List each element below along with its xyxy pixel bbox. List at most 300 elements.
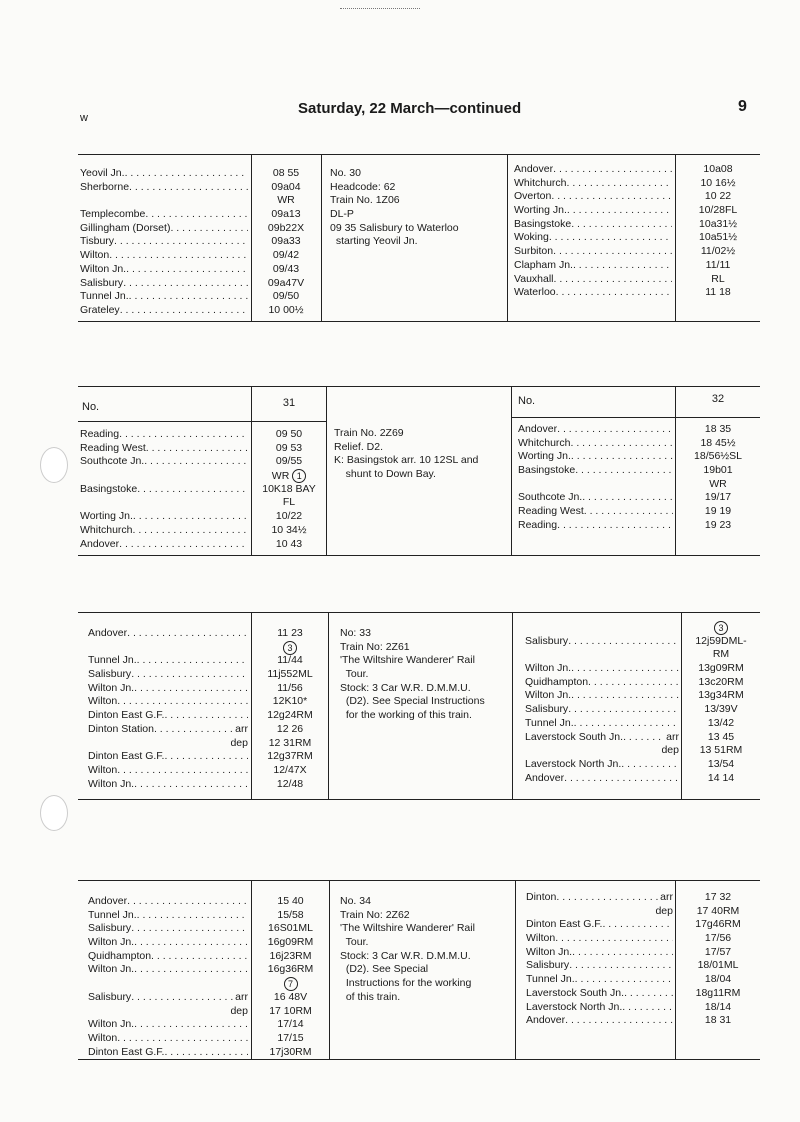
station-row — [88, 991, 248, 1005]
station-name: Southcote Jn. — [518, 491, 583, 504]
station-name: Woking — [514, 231, 549, 244]
time-value: 16j23RM — [269, 949, 312, 962]
station-name: Dinton — [526, 891, 557, 903]
station-row — [514, 259, 672, 273]
station-name: Dinton East G.F. — [88, 709, 165, 722]
time-cell — [252, 963, 329, 977]
note-line: DL-P — [330, 208, 354, 221]
note-line: Relief. D2. — [334, 440, 384, 453]
station-row — [514, 204, 672, 218]
leader-dots — [623, 731, 664, 745]
block-33-right-times — [682, 621, 760, 785]
time-cell — [252, 208, 320, 222]
block-30-right-stations — [514, 163, 672, 300]
station-name: Reading — [80, 428, 120, 440]
station-name: Laverstock South Jn. — [526, 986, 625, 999]
leader-dots — [134, 1018, 248, 1032]
leader-dots — [146, 442, 248, 456]
time-cell — [252, 737, 328, 751]
leader-dots — [572, 946, 673, 960]
time-cell — [676, 1014, 760, 1028]
time-cell — [252, 627, 328, 641]
station-row — [525, 662, 679, 676]
time-value: 12g37RM — [267, 750, 313, 763]
station-name: Wilton — [88, 763, 118, 776]
leader-dots — [575, 464, 673, 478]
station-row — [80, 208, 248, 222]
time-value: RL — [711, 272, 725, 285]
station-name: Salisbury — [525, 703, 569, 716]
station-row — [88, 895, 248, 909]
station-name: Salisbury — [526, 959, 570, 972]
station-row — [526, 987, 673, 1001]
arr-dep-label: dep — [230, 1004, 248, 1017]
leader-dots — [554, 273, 673, 287]
leader-dots — [164, 1046, 248, 1060]
station-row — [80, 428, 248, 442]
station-name: Whitchurch — [518, 436, 571, 449]
station-name: Wilton Jn. — [526, 945, 573, 958]
time-cell — [252, 442, 326, 456]
time-cell — [676, 973, 760, 987]
time-value: 11 23 — [277, 627, 303, 639]
time-value: 10 00½ — [268, 303, 304, 316]
station-row — [518, 423, 673, 437]
time-value: 12 26 — [276, 722, 304, 735]
station-row — [514, 245, 672, 259]
station-row — [88, 977, 248, 991]
circled-note-number: 3 — [714, 621, 728, 635]
time-value: 17g46RM — [695, 918, 741, 931]
station-row — [88, 695, 248, 709]
station-row — [526, 1001, 673, 1015]
time-value: 09/50 — [272, 290, 300, 303]
note-line: (D2). See Special — [340, 963, 429, 976]
time-cell — [252, 524, 326, 538]
time-value: 13/54 — [707, 757, 735, 770]
station-row — [525, 758, 679, 772]
time-value: 18 45½ — [700, 436, 736, 449]
time-cell — [682, 717, 760, 731]
note-line: 'The Wiltshire Wanderer' Rail — [340, 654, 475, 667]
time-cell — [682, 744, 760, 758]
leader-dots — [126, 263, 248, 277]
time-cell — [252, 668, 328, 682]
leader-dots — [119, 538, 248, 552]
block-30-left-stations — [80, 167, 248, 318]
block-30-notes — [330, 167, 505, 249]
station-name: Laverstock South Jn. — [525, 730, 624, 743]
time-value: 13 51RM — [699, 744, 743, 757]
header-rule — [511, 417, 760, 418]
station-row — [88, 709, 248, 723]
time-cell — [252, 764, 328, 778]
station-name: Wilton Jn. — [525, 662, 572, 675]
time-cell — [676, 464, 760, 478]
time-cell — [682, 758, 760, 772]
station-row — [514, 177, 672, 191]
block-31-times — [252, 428, 326, 551]
note-line: Headcode: 62 — [330, 180, 396, 193]
station-row — [80, 249, 248, 263]
station-row — [514, 163, 672, 177]
time-value: 09/55 — [275, 455, 303, 468]
time-value: 18/14 — [704, 1000, 732, 1013]
leader-dots — [571, 689, 679, 703]
time-cell — [676, 959, 760, 973]
station-name: Wilton Jn. — [525, 689, 572, 702]
time-cell — [676, 946, 760, 960]
time-cell — [252, 496, 326, 510]
leader-dots — [129, 181, 248, 195]
station-row — [518, 478, 673, 492]
arr-dep-label: dep — [661, 744, 679, 757]
leader-dots — [553, 245, 672, 259]
station-row — [518, 450, 673, 464]
station-row — [88, 1046, 248, 1060]
time-value: 09a33 — [271, 235, 301, 248]
time-value: 15/58 — [277, 908, 304, 921]
leader-dots — [127, 627, 248, 641]
time-value: 17/57 — [704, 945, 732, 958]
station-row — [525, 676, 679, 690]
station-row — [525, 703, 679, 717]
time-cell — [676, 987, 760, 1001]
header-rule — [78, 421, 326, 422]
station-row — [88, 778, 248, 792]
leader-dots — [571, 437, 673, 451]
station-row — [525, 772, 679, 786]
time-cell — [252, 682, 328, 696]
time-cell — [252, 428, 326, 442]
leader-dots — [571, 218, 672, 232]
station-name: Worting Jn. — [80, 510, 133, 523]
station-row — [526, 905, 673, 919]
station-name: Andover — [518, 423, 558, 435]
time-value: 12g24RM — [267, 709, 313, 722]
arr-dep-label: arr — [660, 891, 673, 903]
station-row — [80, 181, 248, 195]
station-name: Grateley — [80, 303, 120, 316]
leader-dots — [127, 895, 248, 909]
station-row — [80, 235, 248, 249]
time-cell — [252, 181, 320, 195]
station-name: Waterloo — [514, 286, 556, 299]
circled-note-number: 3 — [283, 641, 297, 655]
station-name: Tunnel Jn. — [525, 716, 574, 729]
time-cell — [252, 1018, 329, 1032]
time-cell — [676, 204, 760, 218]
timetable-block-30 — [78, 154, 760, 322]
time-cell — [252, 194, 320, 208]
block-31-number: 31 — [282, 397, 296, 409]
time-value: 17/14 — [277, 1018, 304, 1031]
time-cell — [252, 641, 328, 655]
time-cell — [252, 263, 320, 277]
time-cell — [252, 290, 320, 304]
time-cell — [252, 936, 329, 950]
leader-dots — [556, 891, 658, 905]
note-line: Stock: 3 Car W.R. D.M.M.U. — [340, 681, 471, 694]
station-name: Clapham Jn. — [514, 258, 573, 271]
time-cell — [252, 483, 326, 497]
time-cell — [252, 895, 329, 909]
station-row — [526, 891, 673, 905]
time-value: 18/56½SL — [694, 450, 742, 463]
time-cell — [676, 891, 760, 905]
time-cell — [682, 662, 760, 676]
station-name: Worting Jn. — [514, 204, 567, 217]
time-cell — [252, 304, 320, 318]
time-value: 17 40RM — [696, 904, 740, 917]
time-value: 10/28FL — [698, 204, 738, 217]
station-row — [518, 464, 673, 478]
time-cell — [252, 750, 328, 764]
leader-dots — [123, 277, 248, 291]
time-cell — [676, 259, 760, 273]
station-name: Gillingham (Dorset) — [80, 221, 171, 234]
station-row — [88, 1032, 248, 1046]
station-name: Surbiton — [514, 245, 554, 258]
station-row — [80, 496, 248, 510]
leader-dots — [568, 703, 679, 717]
timetable-block-31-32 — [78, 386, 760, 556]
time-cell — [682, 772, 760, 786]
station-name: Laverstock North Jn. — [526, 1000, 623, 1013]
top-dotted-mark — [340, 8, 420, 9]
time-value: 19 19 — [704, 505, 732, 518]
leader-dots — [164, 709, 248, 723]
station-row — [525, 648, 679, 662]
time-value: RM — [712, 648, 730, 661]
note-line: of this train. — [340, 990, 401, 1003]
leader-dots — [129, 290, 248, 304]
time-cell — [676, 505, 760, 519]
note-line: Train No. 2Z69 — [334, 427, 404, 439]
block-34-left-times — [252, 895, 329, 1059]
leader-dots — [133, 510, 248, 524]
time-value: 16g09RM — [267, 936, 314, 949]
time-cell — [682, 635, 760, 649]
station-name: Reading — [518, 518, 558, 531]
time-cell — [682, 676, 760, 690]
leader-dots — [133, 524, 248, 538]
time-cell — [252, 249, 320, 263]
time-value: 10a51½ — [699, 231, 737, 244]
station-name: Reading West — [518, 505, 584, 518]
station-name: Tunnel Jn. — [80, 290, 129, 303]
time-value: 09a13 — [271, 208, 301, 221]
leader-dots — [575, 973, 673, 987]
leader-dots — [134, 778, 248, 792]
time-value: WR — [271, 469, 290, 482]
time-value: 11/02½ — [700, 245, 736, 258]
leader-dots — [574, 717, 679, 731]
leader-dots — [120, 304, 248, 318]
time-cell — [676, 450, 760, 464]
time-value: 10K18 BAY — [262, 482, 316, 495]
station-row — [88, 764, 248, 778]
station-row — [88, 654, 248, 668]
leader-dots — [117, 764, 248, 778]
station-row — [80, 483, 248, 497]
note-line: Train No: 2Z62 — [340, 908, 410, 921]
station-name: Southcote Jn. — [80, 455, 145, 468]
station-name: Dinton East G.F. — [526, 918, 603, 931]
station-name: Dinton East G.F. — [88, 750, 165, 763]
leader-dots — [145, 208, 248, 222]
time-value: WR — [709, 477, 727, 490]
station-name: Whitchurch — [514, 176, 567, 189]
time-value: 16S01ML — [268, 922, 313, 935]
leader-dots — [137, 909, 248, 923]
leader-dots — [564, 772, 679, 786]
note-line: Train No: 2Z61 — [340, 640, 410, 653]
time-value: 09/43 — [272, 262, 300, 275]
time-value: 17/15 — [277, 1031, 304, 1044]
time-value: 11/44 — [277, 654, 303, 667]
circled-note-number: 1 — [292, 469, 306, 483]
leader-dots — [170, 222, 248, 236]
time-value: 19b01 — [703, 464, 733, 477]
time-value: 10 34½ — [271, 523, 307, 536]
time-cell — [252, 167, 320, 181]
time-cell — [252, 222, 320, 236]
note-line: No: 33 — [340, 627, 371, 639]
time-cell — [252, 1005, 329, 1019]
station-row — [80, 290, 248, 304]
station-name: Andover — [80, 537, 120, 550]
station-name: Wilton Jn. — [88, 777, 135, 790]
time-cell — [676, 1001, 760, 1015]
leader-dots — [154, 723, 233, 737]
station-row — [518, 519, 673, 533]
station-name: Whitchurch — [80, 523, 133, 536]
time-cell — [252, 538, 326, 552]
station-row — [80, 277, 248, 291]
time-value: 19 23 — [704, 518, 732, 531]
note-line: No. 30 — [330, 167, 361, 179]
time-value: 12j59DML- — [695, 634, 747, 647]
time-value: FL — [282, 496, 296, 509]
block-34-right-stations — [526, 891, 673, 1028]
station-name: Salisbury — [88, 922, 132, 935]
arr-dep-label: arr — [666, 730, 679, 743]
leader-dots — [164, 750, 248, 764]
time-cell — [252, 510, 326, 524]
station-row — [88, 750, 248, 764]
station-name: Andover — [525, 771, 565, 784]
block-31-notes — [334, 427, 510, 482]
station-name: Laverstock North Jn. — [525, 757, 622, 770]
time-value: 11/56 — [277, 681, 303, 694]
station-row — [514, 218, 672, 232]
block-31-stations — [80, 428, 248, 551]
time-value: 18/01ML — [697, 959, 739, 972]
note-line: Tour. — [340, 936, 369, 949]
leader-dots — [119, 428, 248, 442]
block-30-right-times — [676, 163, 760, 300]
station-row — [514, 273, 672, 287]
leader-dots — [151, 950, 248, 964]
station-name: Vauxhall — [514, 272, 554, 285]
time-value: 13g34RM — [698, 689, 744, 702]
time-cell — [252, 778, 328, 792]
station-name: Dinton East G.F. — [88, 1045, 165, 1058]
station-name: Wilton Jn. — [80, 262, 127, 275]
block-34-notes — [340, 895, 514, 1005]
note-line: for the working of this train. — [340, 709, 472, 722]
station-row — [525, 717, 679, 731]
station-name: Basingstoke — [80, 482, 138, 495]
arr-dep-label: dep — [655, 904, 673, 917]
station-row — [525, 731, 679, 745]
leader-dots — [573, 259, 672, 273]
time-value: 12/47X — [273, 763, 307, 776]
time-cell — [252, 695, 328, 709]
time-value: 13/39V — [704, 703, 738, 716]
time-value: 10 43 — [275, 537, 303, 550]
leader-dots — [134, 682, 248, 696]
time-cell — [252, 922, 329, 936]
time-value: 15 40 — [277, 895, 304, 907]
station-row — [80, 538, 248, 552]
station-row — [525, 744, 679, 758]
time-value: 12K10* — [272, 695, 308, 708]
station-row — [518, 505, 673, 519]
time-value: 11 18 — [705, 286, 731, 299]
block-33-notes — [340, 627, 510, 723]
block-31-no-label: No. — [82, 401, 100, 413]
station-row — [518, 437, 673, 451]
station-row — [88, 668, 248, 682]
station-row — [80, 442, 248, 456]
station-row — [526, 1014, 673, 1028]
station-row — [80, 222, 248, 236]
time-value: 10a08 — [703, 163, 733, 175]
note-line: Stock: 3 Car W.R. D.M.M.U. — [340, 949, 471, 962]
time-cell — [252, 709, 328, 723]
time-value: 18g11RM — [695, 986, 741, 999]
time-value: 10a31½ — [699, 217, 737, 230]
leader-dots — [571, 662, 679, 676]
station-name: Wilton Jn. — [88, 681, 135, 694]
timetable-block-33 — [78, 612, 760, 800]
leader-dots — [137, 483, 248, 497]
time-cell — [676, 190, 760, 204]
station-row — [88, 909, 248, 923]
timetable-block-34 — [78, 880, 760, 1060]
time-cell — [676, 437, 760, 451]
time-cell — [676, 273, 760, 287]
leader-dots — [144, 455, 248, 469]
time-cell — [676, 245, 760, 259]
station-name: Wilton — [80, 249, 110, 262]
time-value: 18 35 — [704, 423, 732, 435]
time-cell — [676, 478, 760, 492]
station-name: Dinton Station — [88, 722, 154, 735]
time-cell — [676, 519, 760, 533]
time-cell — [682, 731, 760, 745]
time-value: 13g09RM — [698, 662, 744, 675]
station-row — [525, 635, 679, 649]
time-value: 17 10RM — [269, 1004, 312, 1017]
station-name: Salisbury — [88, 668, 132, 681]
station-name: Basingstoke — [514, 217, 572, 230]
station-row — [88, 641, 248, 655]
block-32-times — [676, 423, 760, 533]
leader-dots — [557, 423, 673, 437]
